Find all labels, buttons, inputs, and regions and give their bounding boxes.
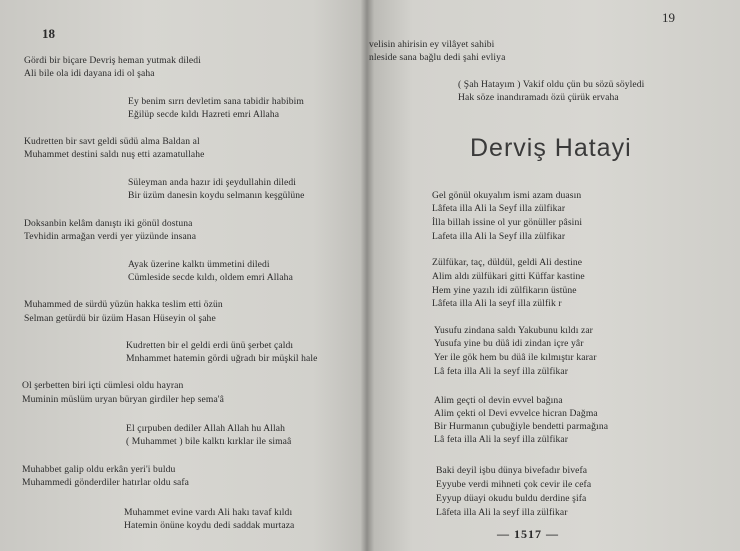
- right-line: Yusufu zindana saldı Yakubunu kıldı zar: [434, 325, 593, 336]
- right-line: Lâ feta illa Ali la seyf illa zülfikar: [434, 434, 569, 445]
- left-line: Ey benim sırrı devletim sana tabidir habibim: [128, 96, 304, 107]
- left-line: Hatemin önüne koydu dedi saddak murtaza: [124, 520, 295, 531]
- right-line: Lâ feta illa Ali la seyf illa zülfikar: [434, 366, 569, 377]
- left-line: Kudretten bir savt geldi südü alma Baldan al: [24, 136, 200, 147]
- left-line: Selman getürdü bir üzüm Hasan Hüseyin ol şahe: [24, 313, 216, 324]
- left-line: Süleyman anda hazır idi şeydullahin diledi: [128, 177, 297, 188]
- left-line: Ol şerbetten biri içti cümlesi oldu hayran: [22, 380, 184, 391]
- left-line: ( Muhammet ) bile kalktı kırklar ile simaâ: [126, 436, 292, 447]
- right-page-number: 19: [662, 10, 675, 25]
- right-line: Lafeta illa Ali la Seyf illa zülfikar: [432, 231, 566, 242]
- right-line: Lâfeta illa Ali la seyf illa zülfik r: [432, 298, 562, 309]
- right-line: Yusufa yine bu düâ idi zindan içre yâr: [434, 338, 584, 349]
- left-line: Ayak üzerine kalktı ümmetini diledi: [128, 259, 270, 270]
- left-line: Bir üzüm danesin koydu selmanın keşgülüne: [128, 190, 305, 201]
- right-line: Alim çekti ol Devi evvelce hicran Dağma: [434, 408, 598, 419]
- left-line: Cümleside secde kıldı, oldem emri Allaha: [128, 272, 293, 283]
- left-line: Muminin müslüm uryan büryan girdiler hep sema'â: [22, 394, 224, 405]
- right-line: Lâfeta illa Ali la seyf illa zülfikar: [436, 507, 568, 518]
- left-line: Doksanbin kelâm danıştı iki gönül dostuna: [24, 218, 193, 229]
- poem-title: Derviş Hatayi: [470, 134, 632, 162]
- right-line: Alim geçti ol devin evvel bağına: [434, 395, 563, 406]
- right-line: Eyyup düayi okudu buldu derdine şifa: [436, 493, 587, 504]
- left-page-number: 18: [42, 26, 55, 41]
- right-line: Hak söze inandıramadı özü çürük ervaha: [458, 92, 619, 103]
- right-line: Bir Hurmanın çubuğiyle bendetti parmağına: [434, 421, 609, 432]
- left-line: Tevhidin armağan verdi yer yüzünde insana: [24, 231, 197, 242]
- left-line: Muhammet destini saldı nuş etti azamatullahe: [24, 149, 205, 160]
- left-line: El çırpuben dediler Allah Allah hu Allah: [126, 423, 286, 434]
- left-line: Muhammed de sürdü yüzün hakka teslim etti özün: [24, 299, 223, 310]
- footer-page-number: — 1517 —: [497, 527, 559, 541]
- right-line: nleside sana bağlu dedi şahi evliya: [369, 52, 506, 63]
- right-line: Baki deyil işbu dünya bivefadır bivefa: [436, 465, 588, 476]
- right-line: İlla billah issine ol yur gönüller pâsini: [432, 217, 583, 228]
- right-line: velisin ahirisin ey vilâyet sahibi: [369, 39, 495, 50]
- left-line: Eğilüp secde kıldı Hazreti emri Allaha: [128, 109, 280, 120]
- right-line: Yer ile gök hem bu düâ ile kılmıştır karar: [434, 352, 597, 363]
- left-line: Mnhammet hatemin gördi uğradı bir müşkil hale: [126, 353, 318, 364]
- left-line: Muhammet evine vardı Ali hakı tavaf kıldı: [124, 507, 293, 518]
- right-line: Lâfeta illa Ali la Seyf illa zülfikar: [432, 203, 566, 214]
- left-line: Ali bile ola idi dayana idi ol şaha: [24, 68, 155, 79]
- left-line: Kudretten bir el geldi erdi ünü şerbet çaldı: [126, 340, 294, 351]
- book-gutter: [360, 0, 374, 551]
- right-line: Hem yine yazılı idi zülfikarın üstüne: [432, 285, 577, 296]
- right-line: Eyyube verdi mihneti çok cevir ile cefa: [436, 479, 592, 490]
- left-line: Gördi bir biçare Devriş heman yutmak diledi: [24, 55, 201, 66]
- right-line: Zülfükar, taç, düldül, geldi Ali destine: [432, 257, 583, 268]
- right-line: Gel gönül okuyalım ismi azam duasın: [432, 190, 582, 201]
- right-line: ( Şah Hatayım ) Vakif oldu çün bu sözü söyledi: [458, 79, 645, 90]
- right-line: Alim aldı zülfükari gitti Küffar kastine: [432, 271, 585, 282]
- left-line: Muhabbet galip oldu erkân yeri'i buldu: [22, 464, 176, 475]
- left-line: Muhammedi gönderdiler hatırlar oldu safa: [22, 477, 190, 488]
